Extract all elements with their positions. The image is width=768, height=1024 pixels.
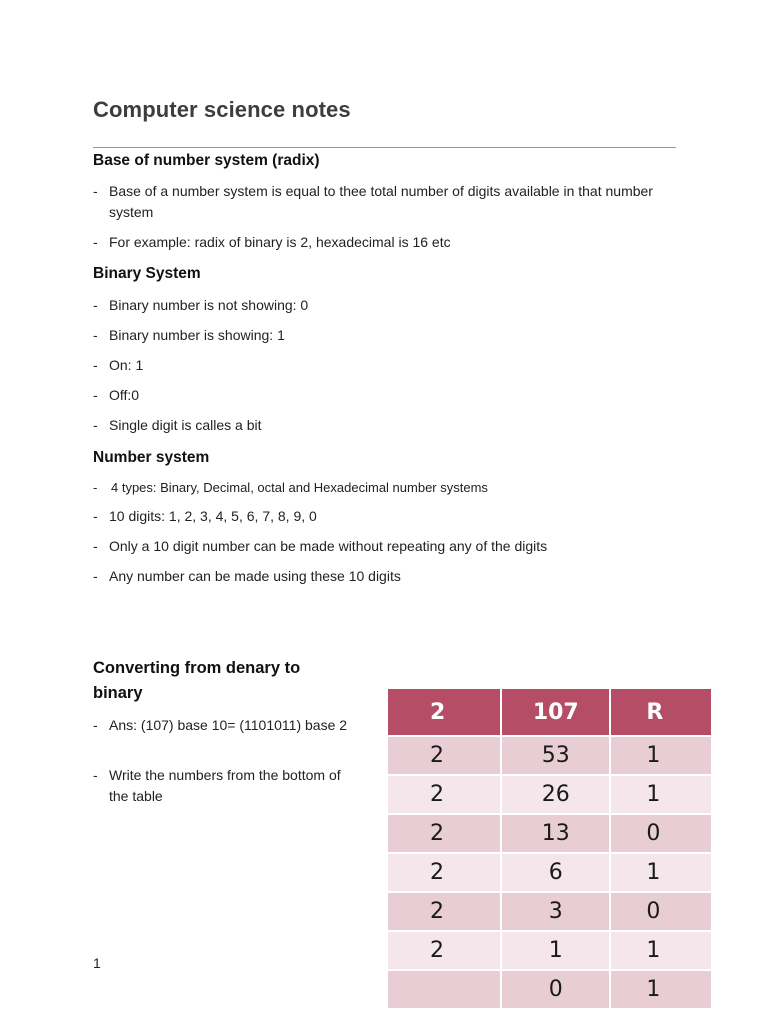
table-header-cell: 107: [501, 688, 610, 736]
table-cell: 1: [501, 931, 610, 970]
list-item: - Base of a number system is equal to thee total number of digits available in that number system: [93, 183, 653, 220]
list-item: - Binary number is not showing: 0: [93, 297, 309, 313]
heading-converting-denary-to-binary: Converting from denary to binary: [93, 659, 301, 702]
table-cell: 1: [610, 853, 712, 892]
table-header-cell: 2: [387, 688, 501, 736]
table-row: [387, 736, 712, 775]
table-cell: 0: [610, 814, 712, 853]
table-cell: 1: [610, 775, 712, 814]
table-cell: 2: [387, 775, 501, 814]
table-row: [387, 814, 712, 853]
table-cell: 1: [610, 970, 712, 1009]
table-cell: 2: [387, 931, 501, 970]
table-row: [387, 892, 712, 931]
table-cell: 13: [501, 814, 610, 853]
title-divider: [93, 147, 676, 148]
list-item: - For example: radix of binary is 2, hexadecimal is 16 etc: [93, 234, 451, 250]
list-item: - Ans: (107) base 10= (1101011) base 2: [93, 717, 348, 733]
table-cell: 2: [387, 892, 501, 931]
table-row: [387, 775, 712, 814]
table-header-row: [387, 688, 712, 736]
list-item: - Binary number is showing: 1: [93, 327, 285, 343]
table-cell: 2: [387, 814, 501, 853]
table-row: [387, 931, 712, 970]
table-cell: 26: [501, 775, 610, 814]
heading-number-system: Number system: [93, 449, 210, 466]
page-title: Computer science notes: [93, 97, 351, 122]
list-item: - Only a 10 digit number can be made without repeating any of the digits: [93, 538, 548, 554]
table-row: [387, 970, 712, 1009]
table-cell: 1: [610, 931, 712, 970]
table-header-cell: R: [610, 688, 712, 736]
list-item: - Single digit is calles a bit: [93, 417, 262, 433]
list-item: - Write the numbers from the bottom of the table: [93, 767, 341, 804]
list-item: - 4 types: Binary, Decimal, octal and Hexadecimal number systems: [93, 480, 488, 495]
heading-binary-system: Binary System: [93, 265, 201, 282]
heading-radix: Base of number system (radix): [93, 152, 320, 169]
list-item: - 10 digits: 1, 2, 3, 4, 5, 6, 7, 8, 9, 0: [93, 508, 317, 524]
table-cell: 0: [610, 892, 712, 931]
table-cell: 1: [610, 736, 712, 775]
table-cell: 2: [387, 736, 501, 775]
table-row: [387, 853, 712, 892]
table-cell: 0: [501, 970, 610, 1009]
list-item: - On: 1: [93, 357, 144, 373]
table-cell: 53: [501, 736, 610, 775]
division-table: [386, 687, 713, 1010]
table-cell: 6: [501, 853, 610, 892]
list-item: - Off:0: [93, 387, 140, 403]
list-item: - Any number can be made using these 10 digits: [93, 568, 401, 584]
table-cell: 3: [501, 892, 610, 931]
table-cell: [387, 970, 501, 1009]
table-cell: 2: [387, 853, 501, 892]
page-number: 1: [93, 955, 101, 971]
